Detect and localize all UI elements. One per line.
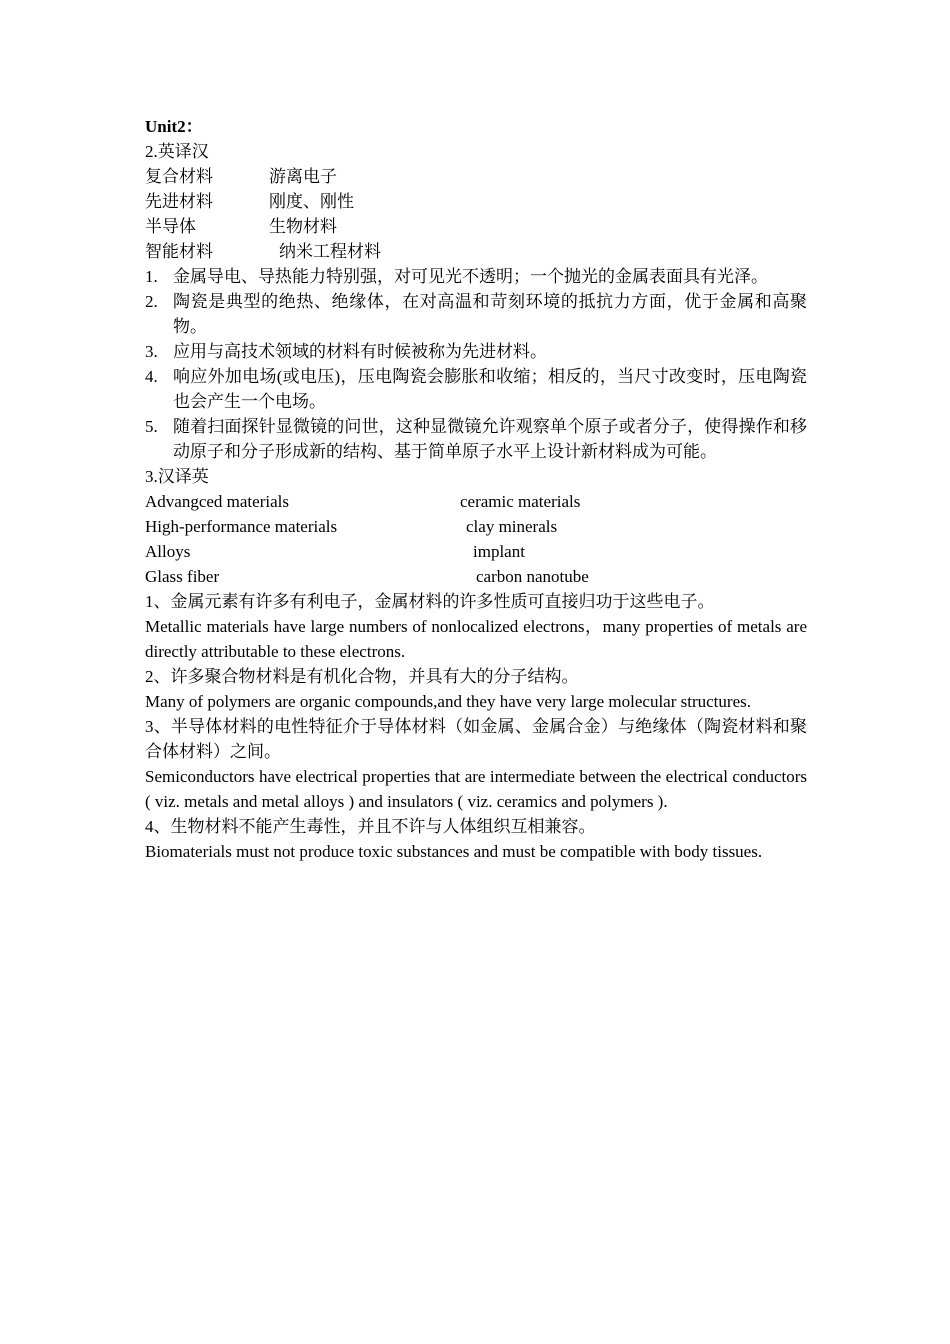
sentence-zh: 3、半导体材料的电性特征介于导体材料（如金属、金属合金）与绝缘体（陶瓷材料和聚合体材料）之间。 <box>145 717 807 761</box>
list-number: 5. <box>145 417 158 436</box>
term-pair <box>145 214 807 239</box>
term-left: Alloys <box>145 542 191 561</box>
term-pair <box>145 564 807 589</box>
term-right: 纳米工程材料 <box>279 242 381 261</box>
term-right: implant <box>473 542 525 561</box>
term-right: clay minerals <box>466 517 558 536</box>
list-text: 陶瓷是典型的绝热、绝缘体，在对高温和苛刻环境的抵抗力方面，优于金属和高聚物。 <box>173 292 807 336</box>
sentence-zh: 2、许多聚合物材料是有机化合物，并具有大的分子结构。 <box>145 667 579 686</box>
term-right: carbon nanotube <box>476 567 589 586</box>
document-page <box>145 114 807 864</box>
list-text: 随着扫面探针显微镜的问世，这种显微镜允许观察单个原子或者分子，使得操作和移动原子和分子形成新的结构、基于简单原子水平上设计新材料成为可能。 <box>173 417 807 461</box>
term-pair <box>145 164 807 189</box>
list-text: 响应外加电场(或电压)，压电陶瓷会膨胀和收缩；相反的，当尺寸改变时，压电陶瓷也会产生一个电场。 <box>173 367 807 411</box>
term-right: 生物材料 <box>269 217 337 236</box>
term-pair <box>145 489 807 514</box>
sentence-en: Semiconductors have electrical properties that are intermediate between the electrical conductors ( viz. metals and metal alloys ) and insulators ( viz. ceramics and polymers ). <box>145 767 807 811</box>
term-left: Advangced materials <box>145 492 289 511</box>
sentence-zh: 1、金属元素有许多有利电子，金属材料的许多性质可直接归功于这些电子。 <box>145 592 715 611</box>
term-right: ceramic materials <box>460 492 581 511</box>
list-item <box>145 264 807 289</box>
term-pair <box>145 189 807 214</box>
term-pair <box>145 239 807 264</box>
unit-title: Unit2： <box>145 117 203 136</box>
section-3-heading: 3.汉译英 <box>145 467 209 486</box>
term-right: 游离电子 <box>269 167 337 186</box>
translation-list <box>145 264 807 464</box>
sentence-en: Metallic materials have large numbers of nonlocalized electrons，many properties of metals are directly attributable to these electrons. <box>145 617 807 661</box>
term-pair <box>145 539 807 564</box>
term-left: 智能材料 <box>145 242 213 261</box>
list-item <box>145 289 807 339</box>
sentence-en: Biomaterials must not produce toxic substances and must be compatible with body tissues. <box>145 842 763 861</box>
term-left: Glass fiber <box>145 567 220 586</box>
list-item <box>145 339 807 364</box>
term-left: 复合材料 <box>145 167 213 186</box>
list-number: 2. <box>145 292 158 311</box>
list-text: 应用与高技术领域的材料有时候被称为先进材料。 <box>173 342 547 361</box>
term-right: 刚度、刚性 <box>269 192 354 211</box>
list-number: 1. <box>145 267 158 286</box>
term-left: 半导体 <box>145 217 196 236</box>
term-left: 先进材料 <box>145 192 213 211</box>
sentence-en: Many of polymers are organic compounds,and they have very large molecular structures. <box>145 692 751 711</box>
term-left: High-performance materials <box>145 517 338 536</box>
list-number: 4. <box>145 367 158 386</box>
sentence-zh: 4、生物材料不能产生毒性，并且不许与人体组织互相兼容。 <box>145 817 596 836</box>
list-item <box>145 414 807 464</box>
list-item <box>145 364 807 414</box>
list-number: 3. <box>145 342 158 361</box>
term-pair <box>145 514 807 539</box>
list-text: 金属导电、导热能力特别强，对可见光不透明；一个抛光的金属表面具有光泽。 <box>173 267 768 286</box>
section-2-heading: 2.英译汉 <box>145 142 209 161</box>
